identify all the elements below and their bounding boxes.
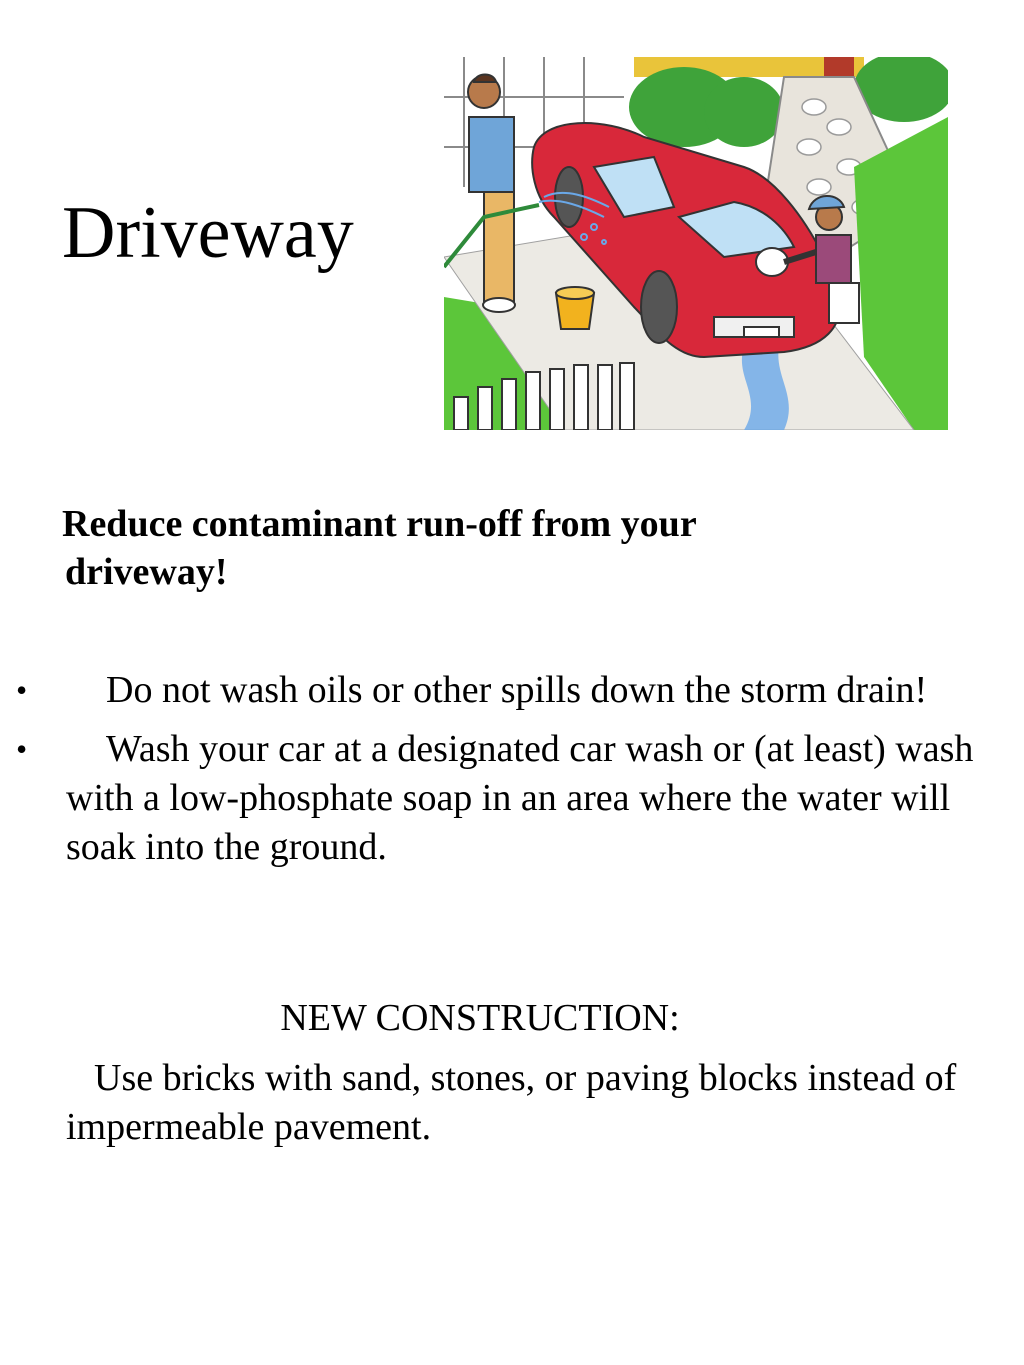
subtitle — [62, 500, 862, 596]
car-washing-illustration — [444, 57, 948, 430]
list-item — [0, 666, 1000, 715]
bullet-icon: • — [16, 731, 28, 767]
section-body — [66, 1054, 966, 1152]
section-body-text: Use bricks with sand, stones, or paving blocks instead of impermeable pavement. — [66, 1057, 957, 1148]
section-heading: NEW CONSTRUCTION: — [280, 997, 680, 1039]
subtitle-line-2: driveway! — [65, 551, 228, 593]
bullet-icon: • — [16, 672, 28, 708]
tips-list — [0, 666, 1000, 882]
list-item-text: Wash your car at a designated car wash or (at least) wash with a low-phosphate soap in an area where the water will soak into the ground. — [66, 728, 974, 868]
page-title: Driveway — [62, 192, 354, 274]
list-item — [0, 725, 1000, 872]
subtitle-line-1: Reduce contaminant run-off from your — [62, 503, 697, 545]
list-item-text: Do not wash oils or other spills down the storm drain! — [106, 669, 928, 711]
